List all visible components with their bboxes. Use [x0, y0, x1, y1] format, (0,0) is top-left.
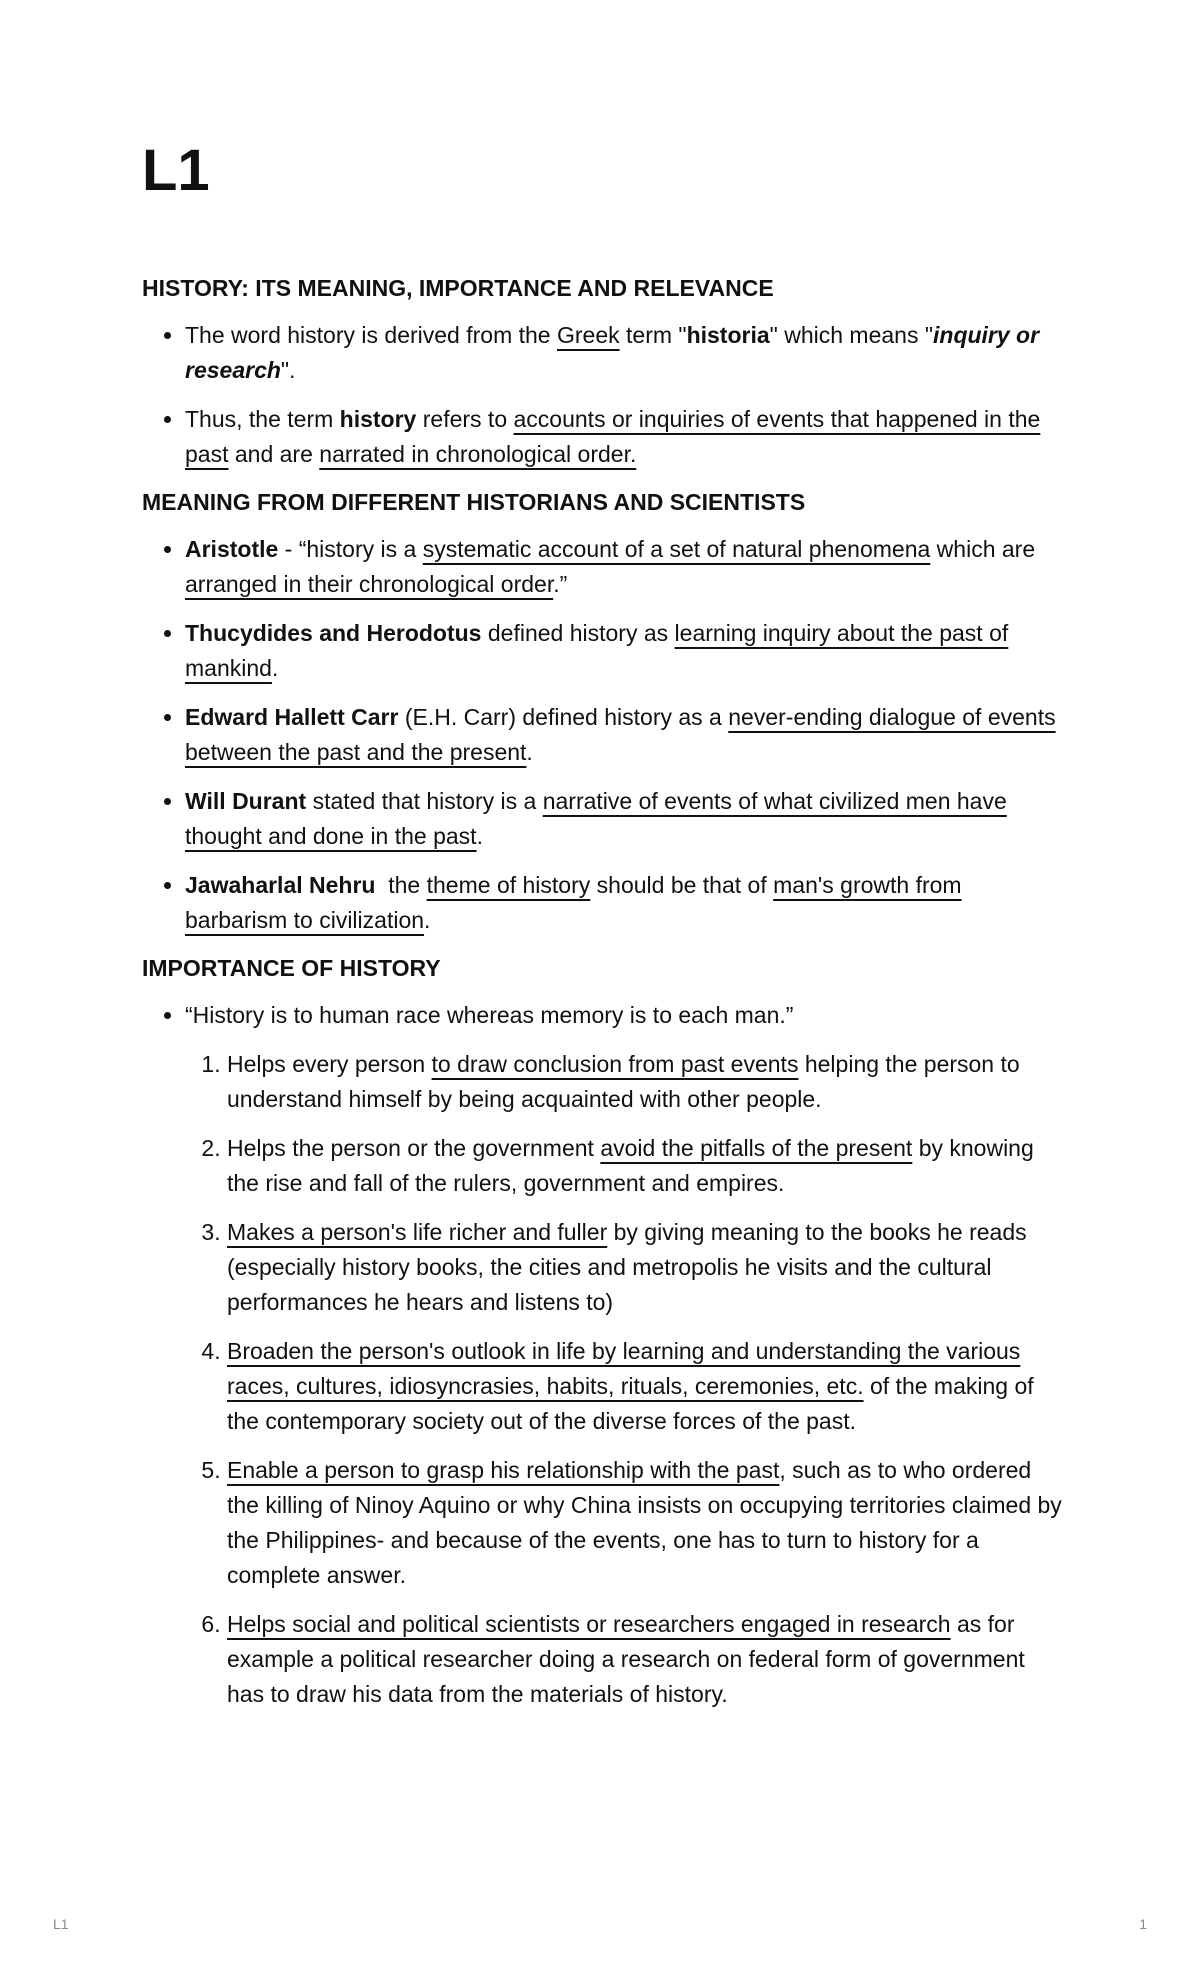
page-title: L1 — [142, 138, 210, 203]
bold-text: historia — [686, 322, 770, 348]
section-heading-meaning: HISTORY: ITS MEANING, IMPORTANCE AND RELEVANCE — [142, 275, 774, 301]
bold-text: Will Durant — [185, 788, 307, 814]
document-body — [142, 272, 1062, 1726]
underlined-text: narrative of events of what civilized men have thought and done in the past — [185, 788, 1007, 849]
meaning-list — [142, 318, 1062, 472]
numbered-item — [227, 1131, 1062, 1201]
underlined-text: learning inquiry about the past of mankind — [185, 620, 1009, 681]
numbered-item — [227, 1607, 1062, 1712]
text: defined history as — [481, 620, 675, 646]
list-item — [185, 868, 1062, 938]
text: (E.H. Carr) defined history as a — [398, 704, 729, 730]
text: - “history is a — [278, 536, 423, 562]
list-item — [185, 998, 1062, 1712]
underlined-text: theme of history — [426, 872, 591, 898]
bold-text: Thucydides and Herodotus — [185, 620, 482, 646]
importance-list — [142, 998, 1062, 1712]
text: term " — [619, 322, 687, 348]
list-item — [185, 616, 1062, 686]
list-item — [185, 784, 1062, 854]
underlined-text: man's growth from barbarism to civilization — [185, 872, 962, 933]
text: should be that of — [590, 872, 774, 898]
underlined-text: never-ending dialogue of events between the past and the present — [185, 704, 1056, 765]
text: Thus, the term — [185, 406, 340, 432]
text: helping the person to understand himself by being acquainted with other people. — [227, 1051, 1020, 1112]
numbered-item — [227, 1047, 1062, 1117]
list-item — [185, 402, 1062, 472]
list-item — [185, 532, 1062, 602]
numbered-item — [227, 1453, 1062, 1593]
underlined-text: Greek — [556, 322, 620, 348]
text: and are — [228, 441, 320, 467]
quote-text: “History is to human race whereas memory is to each man.” — [185, 1002, 794, 1028]
text: . — [271, 655, 279, 681]
text: , such as to who ordered the killing of Ninoy Aquino or why China insists on occupying territories claimed by the Philippines- and because of the events, one has to turn to history for a complete answer. — [227, 1457, 1062, 1588]
text: " which means " — [769, 322, 933, 348]
underlined-text: Broaden the person's outlook in life by learning and understanding the various races, cultures, idiosyncrasies, habits, rituals, ceremonies, etc. — [227, 1338, 1021, 1399]
underlined-text: to draw conclusion from past events — [431, 1051, 799, 1077]
list-item — [185, 700, 1062, 770]
footer-page-number: 1 — [1139, 1916, 1147, 1932]
text: . — [424, 907, 431, 933]
list-item — [185, 318, 1062, 388]
text: Helps every person — [227, 1051, 432, 1077]
bold-italic-text: inquiry or research — [185, 322, 1040, 383]
importance-numbered-list — [185, 1047, 1062, 1712]
bold-text: Aristotle — [185, 536, 279, 562]
text: .” — [553, 571, 568, 597]
underlined-text: narrated in chronological order. — [319, 441, 637, 467]
historians-list — [142, 532, 1062, 938]
underlined-text: Enable a person to grasp his relationship with the past — [227, 1457, 780, 1483]
text: . — [526, 739, 533, 765]
text: as for example a political researcher doing a research on federal form of government has to draw his data from the materials of history. — [227, 1611, 1025, 1707]
underlined-text: accounts or inquiries of events that happened in the past — [185, 406, 1041, 467]
text: . — [476, 823, 483, 849]
footer-doc-label: L1 — [53, 1916, 69, 1932]
text: which are — [930, 536, 1036, 562]
underlined-text: avoid the pitfalls of the present — [600, 1135, 913, 1161]
bold-text: Edward Hallett Carr — [185, 704, 399, 730]
text: refers to — [416, 406, 514, 432]
section-heading-importance: IMPORTANCE OF HISTORY — [142, 955, 441, 981]
underlined-text: systematic account of a set of natural phenomena — [422, 536, 931, 562]
bold-text: history — [339, 406, 417, 432]
text: by knowing the rise and fall of the rulers, government and empires. — [227, 1135, 1034, 1196]
numbered-item — [227, 1215, 1062, 1320]
text: by giving meaning to the books he reads (especially history books, the cities and metropolis he visits and the cultural performances he hears and listens to) — [227, 1219, 1027, 1315]
bold-text: Jawaharlal Nehru — [185, 872, 376, 898]
text: of the making of the contemporary society out of the diverse forces of the past. — [227, 1373, 1034, 1434]
text: The word history is derived from the — [185, 322, 557, 348]
text: Helps the person or the government — [227, 1135, 601, 1161]
text: ". — [280, 357, 296, 383]
text: stated that history is a — [306, 788, 543, 814]
underlined-text: Helps social and political scientists or researchers engaged in research — [227, 1611, 951, 1637]
text: the — [375, 872, 427, 898]
numbered-item — [227, 1334, 1062, 1439]
underlined-text: arranged in their chronological order — [185, 571, 554, 597]
section-heading-historians: MEANING FROM DIFFERENT HISTORIANS AND SCIENTISTS — [142, 489, 806, 515]
underlined-text: Makes a person's life richer and fuller — [227, 1219, 608, 1245]
